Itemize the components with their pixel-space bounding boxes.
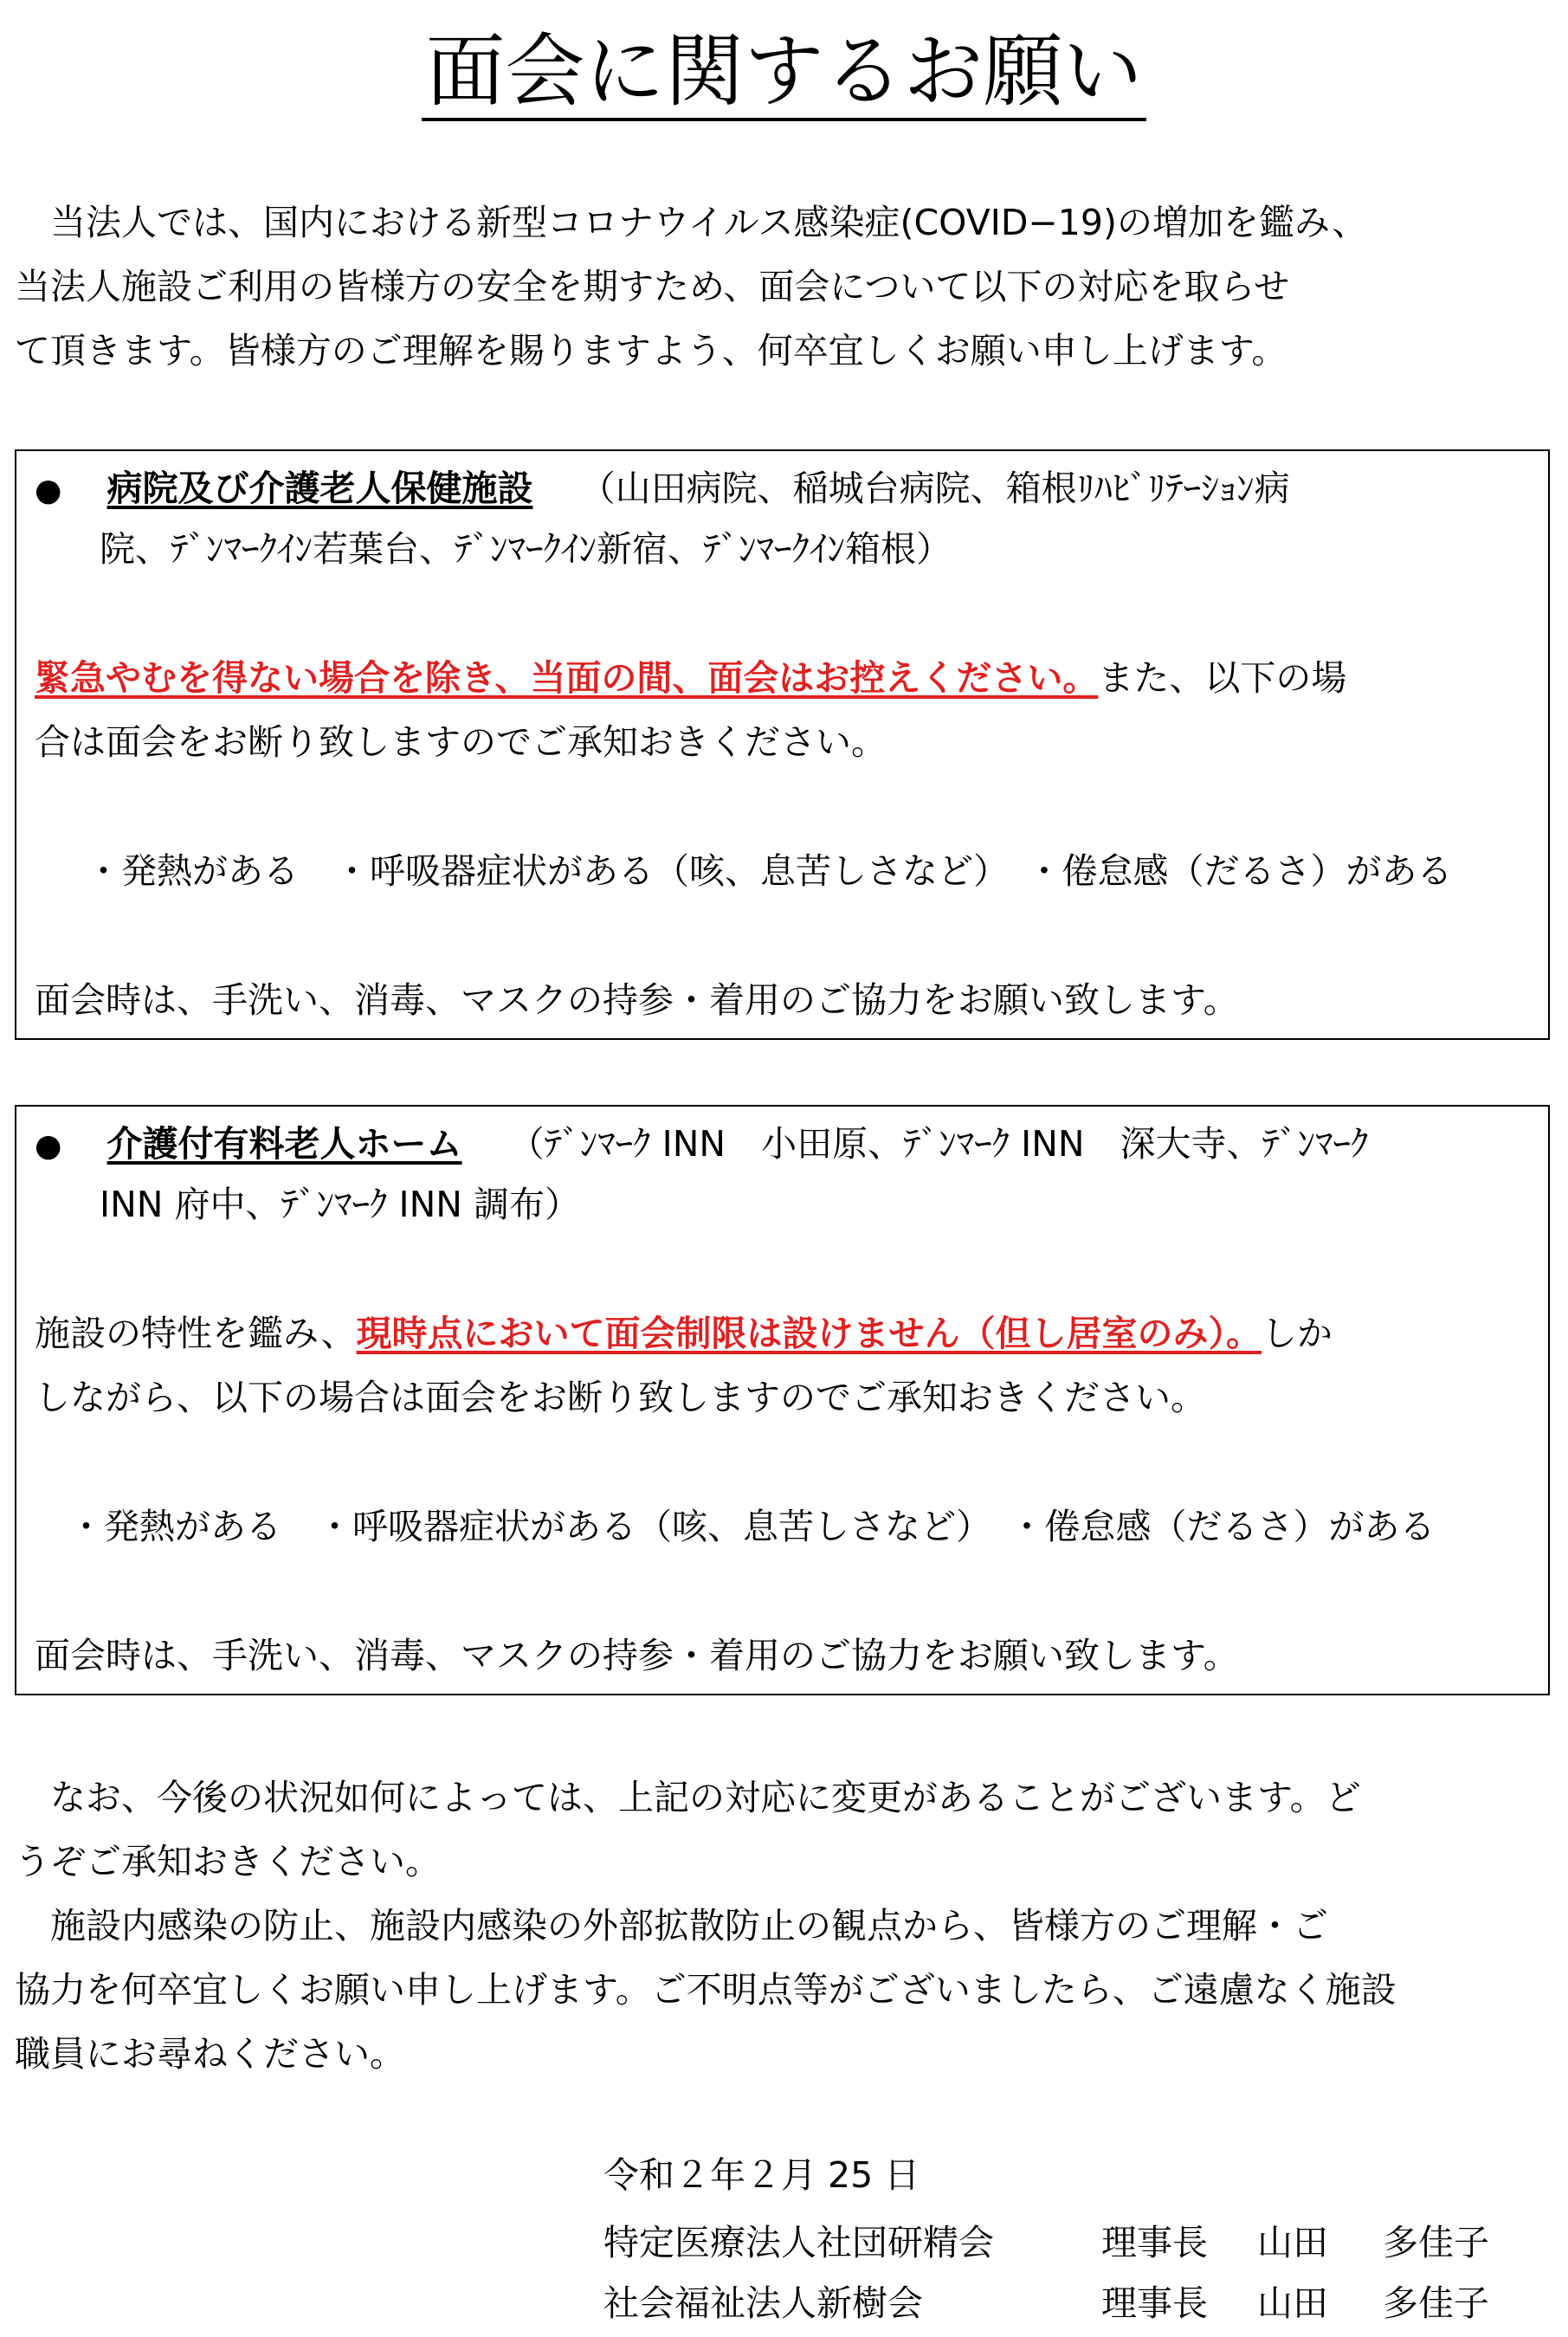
signature-role: 理事長 bbox=[1101, 2222, 1208, 2263]
page-title bbox=[0, 17, 1568, 126]
outro-line-1: なお、今後の状況如何によっては、上記の対応に変更があることがございます。ど bbox=[15, 1777, 1361, 1818]
box2-facilities-line-1: （ﾃﾞﾝﾏｰｸ INN 小田原、ﾃﾞﾝﾏｰｸ INN 深大寺、ﾃﾞﾝﾏｰｸ bbox=[508, 1123, 1369, 1165]
box2-before-red: 施設の特性を鑑み、 bbox=[35, 1313, 357, 1354]
signature-surname: 山田 bbox=[1257, 2222, 1328, 2263]
signature-surname: 山田 bbox=[1257, 2282, 1328, 2324]
box2-after-red: しか bbox=[1261, 1313, 1332, 1354]
signature-given-name: 多佳子 bbox=[1383, 2222, 1489, 2263]
box2-closing: 面会時は、手洗い、消毒、マスクの持参・着用のご協力をお願い致します。 bbox=[35, 1635, 1239, 1676]
box1-notice-line-2: 合は面会をお断り致しますのでご承知おきください。 bbox=[35, 721, 887, 763]
outro-line-3: 施設内感染の防止、施設内感染の外部拡散防止の観点から、皆様方のご理解・ご bbox=[15, 1905, 1328, 1946]
signature-given-name: 多佳子 bbox=[1383, 2282, 1489, 2324]
signature-line-2 bbox=[603, 2282, 1489, 2325]
box1-facilities-line-1: （山田病院、稲城台病院、箱根ﾘﾊﾋﾞﾘﾃｰｼｮﾝ病 bbox=[579, 468, 1290, 509]
signature-role: 理事長 bbox=[1101, 2282, 1208, 2324]
signature-date: 令和２年２月 25 日 bbox=[603, 2154, 920, 2196]
box1-heading-line bbox=[35, 467, 1290, 513]
box1-after-red: また、以下の場 bbox=[1098, 657, 1347, 699]
box1-red-notice: 緊急やむを得ない場合を除き、当面の間、面会はお控えください。 bbox=[35, 657, 1099, 699]
signature-line-1 bbox=[603, 2221, 1489, 2264]
intro-line-2: 当法人施設ご利用の皆様方の安全を期すため、面会について以下の対応を取らせ bbox=[15, 266, 1290, 307]
box1-facilities-line-2: 院、ﾃﾞﾝﾏｰｸｲﾝ若葉台、ﾃﾞﾝﾏｰｸｲﾝ新宿、ﾃﾞﾝﾏｰｸｲﾝ箱根） bbox=[100, 528, 952, 570]
box2-notice-line-1 bbox=[35, 1312, 1332, 1355]
outro-line-4: 協力を何卒宜しくお願い申し上げます。ご不明点等がございましたら、ご遠慮なく施設 bbox=[15, 1969, 1397, 2011]
box1-notice-line-1 bbox=[35, 656, 1346, 700]
outro-line-5: 職員にお尋ねください。 bbox=[15, 2033, 405, 2075]
box1-closing: 面会時は、手洗い、消毒、マスクの持参・着用のご協力をお願い致します。 bbox=[35, 979, 1239, 1021]
box2-facilities-line-2: INN 府中、ﾃﾞﾝﾏｰｸ INN 調布） bbox=[100, 1184, 580, 1225]
box2-red-notice: 現時点において面会制限は設けません（但し居室のみ）。 bbox=[356, 1313, 1261, 1354]
signature-org-2: 社会福祉法人新樹会 bbox=[603, 2282, 923, 2324]
bullet-icon: ● bbox=[35, 1128, 62, 1164]
bullet-icon: ● bbox=[35, 473, 62, 508]
signature-org-1: 特定医療法人社団研精会 bbox=[603, 2222, 994, 2263]
box1-heading: 病院及び介護老人保健施設 bbox=[106, 468, 533, 509]
notice-box-hospitals bbox=[15, 449, 1550, 1040]
outro-line-2: うぞご承知おきください。 bbox=[15, 1841, 441, 1882]
intro-line-3: て頂きます。皆様方のご理解を賜りますよう、何卒宜しくお願い申し上げます。 bbox=[15, 330, 1287, 371]
notice-box-nursing-homes bbox=[15, 1105, 1550, 1695]
box2-heading: 介護付有料老人ホーム bbox=[106, 1123, 462, 1165]
intro-line-1: 当法人では、国内における新型コロナウイルス感染症(COVID−19)の増加を鑑み、 bbox=[15, 202, 1368, 243]
box2-notice-line-2: しながら、以下の場合は面会をお断り致しますのでご承知おきください。 bbox=[35, 1377, 1206, 1418]
box1-symptoms: ・発熱がある ・呼吸器症状がある（咳、息苦しさなど） ・倦怠感（だるさ）がある bbox=[86, 850, 1453, 892]
page-title-text: 面会に関するお願い bbox=[422, 25, 1145, 121]
box2-symptoms: ・発熱がある ・呼吸器症状がある（咳、息苦しさなど） ・倦怠感（だるさ）がある bbox=[68, 1506, 1436, 1547]
box2-heading-line bbox=[35, 1122, 1369, 1168]
